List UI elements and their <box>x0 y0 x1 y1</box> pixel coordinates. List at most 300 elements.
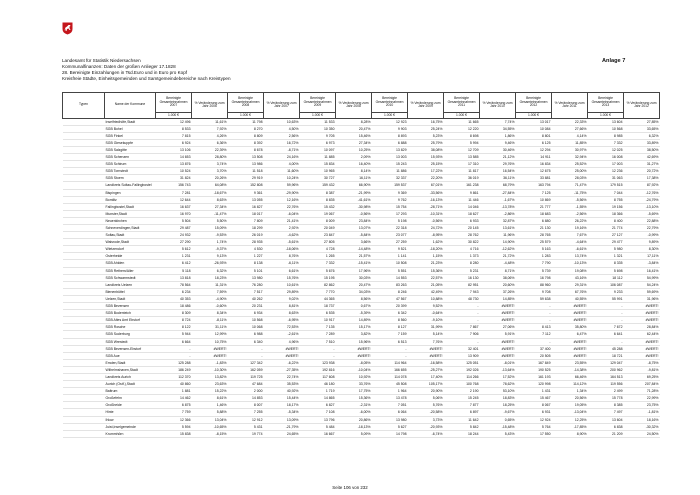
amount-cell: 13 818 <box>156 274 192 281</box>
change-cell: -20,58% <box>408 409 444 416</box>
table-row <box>63 388 660 395</box>
change-cell: -12,76% <box>624 189 660 196</box>
amount-cell: 6 641 <box>588 331 624 338</box>
municipality-name: SGB Rosche <box>105 324 156 331</box>
amount-cell: 6 973 <box>300 139 336 146</box>
amount-cell: 28 762 <box>444 232 480 239</box>
change-cell: -18,06% <box>264 246 300 253</box>
change-cell: 9,89% <box>624 239 660 246</box>
amount-cell: 2 190 <box>444 388 480 395</box>
typ-cell <box>63 210 105 217</box>
change-cell: -0,99% <box>624 232 660 239</box>
table-row <box>63 253 660 260</box>
amount-cell: 13 796 <box>300 416 336 423</box>
change-cell: 1,46% <box>192 402 228 409</box>
amount-cell: 8 335 <box>588 260 624 267</box>
change-cell: 71,28% <box>624 388 660 395</box>
agency-name: Landesamt für Statistik Niedersachsen <box>62 58 141 63</box>
amount-cell: 5 118 <box>156 267 192 274</box>
change-cell: 24,65% <box>264 430 300 437</box>
change-cell: 3,70% <box>192 168 228 175</box>
change-cell: 19,08% <box>552 267 588 274</box>
amount-cell: 6 934 <box>228 310 264 317</box>
amount-cell: 12 644 <box>156 196 192 203</box>
change-cell: 20,26% <box>192 175 228 182</box>
change-cell: -1,55% <box>552 203 588 210</box>
change-cell: 22,76% <box>264 203 300 210</box>
change-cell: 10,61% <box>264 281 300 288</box>
amount-cell: 1 321 <box>588 253 624 260</box>
amount-cell: 10 965 <box>300 168 336 175</box>
change-cell: -0,56% <box>336 210 372 217</box>
amount-cell: 15 778 <box>588 395 624 402</box>
amount-cell: 29 487 <box>156 225 192 232</box>
change-cell: 10,25% <box>336 146 372 153</box>
amount-cell: 9 903 <box>372 125 408 132</box>
amount-cell: 82 862 <box>300 281 336 288</box>
amount-cell: 76 280 <box>228 281 264 288</box>
change-cell: 8,90% <box>552 430 588 437</box>
change-cell: 5,23% <box>408 132 444 139</box>
municipality-name: SGB Rethem/Aller <box>105 267 156 274</box>
amount-cell: 13 829 <box>372 146 408 153</box>
municipality-name: Munster,Stadt <box>105 210 156 217</box>
change-cell: #WERT! <box>480 338 516 345</box>
municipality-name: Soltau,Stadt <box>105 232 156 239</box>
amount-cell: 10 350 <box>300 125 336 132</box>
amount-cell: 8 678 <box>228 146 264 153</box>
change-cell: 20,47% <box>336 125 372 132</box>
amount-cell: 7 159 <box>372 331 408 338</box>
amount-cell: 13 909 <box>444 352 480 359</box>
amount-cell: 161 238 <box>444 182 480 189</box>
change-cell: #WERT! <box>624 317 660 324</box>
change-cell: -9,37% <box>192 246 228 253</box>
amount-cell: 7 255 <box>228 409 264 416</box>
amount-cell: 7 809 <box>228 217 264 224</box>
amount-cell: 10 068 <box>228 324 264 331</box>
amount-cell: 112 370 <box>156 373 192 380</box>
municipality-name: Uelzen,Stadt <box>105 295 156 302</box>
amount-cell: 159 432 <box>300 182 336 189</box>
amount-cell: 16 637 <box>156 203 192 210</box>
change-cell: 105,17% <box>408 381 444 388</box>
change-cell: 12,16% <box>264 196 300 203</box>
amount-cell: 5 484 <box>300 423 336 430</box>
change-cell: 37,26% <box>480 288 516 295</box>
typ-cell <box>63 345 105 352</box>
change-cell: 30,97% <box>552 146 588 153</box>
change-cell: #WERT! <box>480 317 516 324</box>
change-cell: -18,67% <box>192 189 228 196</box>
amount-cell: 7 517 <box>228 288 264 295</box>
amount-cell: 15 245 <box>444 395 480 402</box>
table-row <box>63 125 660 132</box>
amount-cell: 12 496 <box>156 118 192 125</box>
amount-cell: 200 962 <box>588 366 624 373</box>
amount-cell: - <box>300 352 336 359</box>
change-cell: 25,00% <box>552 168 588 175</box>
municipality-name: Landkreis Uelzen <box>105 281 156 288</box>
amount-cell: 21 209 <box>588 430 624 437</box>
change-cell: 59,69% <box>624 288 660 295</box>
amount-cell: 12 025 <box>588 146 624 153</box>
col-header-unit: 1.000 € <box>228 113 264 119</box>
typ-cell <box>63 260 105 267</box>
amount-cell: 7 867 <box>444 324 480 331</box>
change-cell: 18,83% <box>480 395 516 402</box>
amount-cell: 5 101 <box>228 267 264 274</box>
amount-cell: 11 642 <box>444 416 480 423</box>
typ-cell <box>63 225 105 232</box>
change-cell: 4,14% <box>552 132 588 139</box>
change-cell: -4,90% <box>192 295 228 302</box>
change-cell: 6,36% <box>192 139 228 146</box>
amount-cell: 44 365 <box>300 295 336 302</box>
change-cell: 24,16% <box>264 154 300 161</box>
amount-cell: 120 998 <box>516 381 552 388</box>
amount-cell: 5 676 <box>300 267 336 274</box>
amount-cell: 14 653 <box>156 154 192 161</box>
change-cell: 20,86% <box>336 416 372 423</box>
table-row <box>63 182 660 189</box>
change-cell: 22,99% <box>624 395 660 402</box>
table-row <box>63 267 660 274</box>
change-cell: 8,76% <box>264 253 300 260</box>
change-cell: 11,31% <box>192 281 228 288</box>
typ-cell <box>63 402 105 409</box>
amount-cell: 6 664 <box>156 338 192 345</box>
municipality-name: SGB Stoem <box>105 175 156 182</box>
table-row <box>63 246 660 253</box>
change-cell: -4,64% <box>552 239 588 246</box>
change-cell: -5,56% <box>552 196 588 203</box>
typ-cell <box>63 189 105 196</box>
amount-cell: 5 698 <box>588 267 624 274</box>
change-cell: -18,13% <box>336 423 372 430</box>
typ-cell <box>63 338 105 345</box>
amount-cell: 7 044 <box>588 189 624 196</box>
change-cell: 22,57% <box>408 274 444 281</box>
change-cell: 2,92% <box>264 225 300 232</box>
change-cell: 22,33% <box>552 118 588 125</box>
amount-cell: - <box>588 303 624 310</box>
col-header-unit: 1.000 € <box>300 113 336 119</box>
amount-cell: 10 084 <box>516 125 552 132</box>
change-cell: 11,96% <box>480 232 516 239</box>
amount-cell: 16 667 <box>300 430 336 437</box>
change-cell: 15,96% <box>336 338 372 345</box>
change-cell: 5,91% <box>480 331 516 338</box>
amount-cell: 10 097 <box>300 146 336 153</box>
change-cell: 42,69% <box>624 154 660 161</box>
municipality-name: Baltrum <box>105 388 156 395</box>
change-cell: 2,09% <box>336 154 372 161</box>
amount-cell: 11 446 <box>444 196 480 203</box>
change-cell: 13,07% <box>336 225 372 232</box>
change-cell: 23,84% <box>336 217 372 224</box>
amount-cell: 12 924 <box>516 416 552 423</box>
change-cell: 31,27% <box>624 161 660 168</box>
amount-cell: 5 764 <box>516 423 552 430</box>
municipality-name: Walsrode,Stadt <box>105 239 156 246</box>
amount-cell: 18 244 <box>444 430 480 437</box>
change-cell: -12,62% <box>480 246 516 253</box>
change-cell: 71,47% <box>552 182 588 189</box>
col-header-name: Name der Kommune <box>105 93 156 119</box>
change-cell: 3,82% <box>336 331 372 338</box>
change-cell: 7,74% <box>480 118 516 125</box>
change-cell: 10,92% <box>336 373 372 380</box>
col-header-amount: Bereinigte Gesamteinnahmen 2007 <box>156 93 192 113</box>
amount-cell: 40 860 <box>156 381 192 388</box>
amount-cell: 106 087 <box>588 281 624 288</box>
change-cell: 31,11% <box>192 324 228 331</box>
amount-cell: 9 861 <box>444 189 480 196</box>
change-cell: #WERT! <box>624 303 660 310</box>
amount-cell: 7 332 <box>588 139 624 146</box>
amount-cell: 47 684 <box>228 381 264 388</box>
change-cell: 31,96% <box>624 295 660 302</box>
amount-cell: 6 933 <box>444 217 480 224</box>
amount-cell: 166 655 <box>372 366 408 373</box>
amount-cell: 30 822 <box>444 239 480 246</box>
change-cell: 34,03% <box>336 288 372 295</box>
col-header-unit: 1.000 € <box>588 113 624 119</box>
amount-cell: 16 130 <box>444 274 480 281</box>
change-cell: 13,04% <box>192 416 228 423</box>
amount-cell: 2 499 <box>588 388 624 395</box>
amount-cell: 27 805 <box>300 239 336 246</box>
amount-cell: 37 400 <box>516 345 552 352</box>
municipality-name: SGB Bodenteich <box>105 310 156 317</box>
typ-cell <box>63 430 105 437</box>
table-row <box>63 274 660 281</box>
amount-cell: 20 145 <box>444 225 480 232</box>
change-cell: 15,09% <box>192 225 228 232</box>
change-cell: 6,47% <box>552 331 588 338</box>
change-cell: 16,54% <box>480 168 516 175</box>
amount-cell: 7 332 <box>300 260 336 267</box>
change-cell: 8,28% <box>336 118 372 125</box>
typ-cell <box>63 381 105 388</box>
change-cell: -8,15% <box>192 430 228 437</box>
change-cell: 13,82% <box>192 373 228 380</box>
col-header-amount: Bereinigte Gesamteinnahmen 2009 <box>300 93 336 113</box>
amount-cell: 15 838 <box>156 430 192 437</box>
amount-cell: 13 055 <box>228 196 264 203</box>
col-header-amount: Bereinigte Gesamteinnahmen 2013 <box>588 93 624 113</box>
amount-cell: 13 508 <box>228 154 264 161</box>
municipality-name: Schneverdingen,Stadt <box>105 225 156 232</box>
change-cell: 32,87% <box>480 217 516 224</box>
table-row <box>63 288 660 295</box>
typ-cell <box>63 373 105 380</box>
change-cell: 16,11% <box>336 175 372 182</box>
amount-cell: 7 289 <box>300 331 336 338</box>
change-cell: 0,67% <box>336 303 372 310</box>
change-cell: 27,34% <box>336 139 372 146</box>
change-cell: 20,90% <box>408 388 444 395</box>
change-cell: #WERT! <box>480 345 516 352</box>
change-cell: -17,85% <box>552 423 588 430</box>
amount-cell: 6 513 <box>372 338 408 345</box>
amount-cell: 1 231 <box>156 253 192 260</box>
change-cell: -15,41% <box>336 260 372 267</box>
typ-cell <box>63 331 105 338</box>
change-cell: -16,58% <box>408 359 444 366</box>
amount-cell: 14 911 <box>516 154 552 161</box>
amount-cell: 19 156 <box>588 203 624 210</box>
amount-cell: 10 524 <box>156 168 192 175</box>
municipality-name: SGB Salzgitte <box>105 146 156 153</box>
change-cell: 25,15% <box>408 161 444 168</box>
amount-cell: 8 127 <box>372 324 408 331</box>
change-cell: 53,10% <box>480 388 516 395</box>
change-cell: 21,12% <box>480 154 516 161</box>
typ-cell <box>63 168 105 175</box>
amount-cell: 7 906 <box>444 331 480 338</box>
amount-cell: 1 283 <box>516 253 552 260</box>
amount-cell: 8 755 <box>588 196 624 203</box>
amount-cell: 83 263 <box>372 281 408 288</box>
change-cell: -10,30% <box>192 366 228 373</box>
typ-cell <box>63 317 105 324</box>
amount-cell: 4 728 <box>300 246 336 253</box>
change-cell: 7,59% <box>192 288 228 295</box>
amount-cell: 11 886 <box>372 168 408 175</box>
change-cell: #WERT! <box>552 317 588 324</box>
typ-cell <box>63 281 105 288</box>
change-cell: 5,43% <box>480 430 516 437</box>
amount-cell: 8 724 <box>156 317 192 324</box>
municipality-name: Fallingbostel,Stadt <box>105 203 156 210</box>
change-cell: -24,79% <box>624 196 660 203</box>
municipality-name: Bienenbüttel <box>105 288 156 295</box>
amount-cell: 7 815 <box>156 132 192 139</box>
municipality-name: SGB Tornstedt <box>105 168 156 175</box>
change-cell: -8,95% <box>408 232 444 239</box>
table-row <box>63 310 660 317</box>
amount-cell: 31 824 <box>156 175 192 182</box>
amount-cell: 17 293 <box>372 210 408 217</box>
change-cell: 16,41% <box>624 267 660 274</box>
amount-cell: 36 019 <box>444 175 480 182</box>
typ-cell <box>63 139 105 146</box>
amount-cell: 88 960 <box>516 281 552 288</box>
table-row <box>63 395 660 402</box>
change-cell: 33,89% <box>624 139 660 146</box>
amount-cell: - <box>588 317 624 324</box>
amount-cell: 8 309 <box>156 310 192 317</box>
amount-cell: 123 938 <box>300 359 336 366</box>
change-cell: #WERT! <box>552 338 588 345</box>
amount-cell: 8 835 <box>300 196 336 203</box>
amount-cell: 6 827 <box>300 402 336 409</box>
municipality-name: Großefehn <box>105 395 156 402</box>
typ-cell <box>63 161 105 168</box>
typ-cell <box>63 359 105 366</box>
amount-cell: 129 047 <box>588 359 624 366</box>
change-cell: 18,25% <box>480 402 516 409</box>
col-header-unit: 1.000 € <box>444 113 480 119</box>
change-cell: 8,71% <box>480 267 516 274</box>
amount-cell: 13 986 <box>228 161 264 168</box>
amount-cell: 55 991 <box>588 295 624 302</box>
amount-cell: 12 923 <box>372 118 408 125</box>
change-cell: 4,00% <box>264 161 300 168</box>
change-cell: 20,60% <box>480 281 516 288</box>
amount-cell: 48 730 <box>444 295 480 302</box>
col-header-change: % Veränderung zum Jahr 2008 <box>336 93 372 119</box>
change-cell: #WERT! <box>552 345 588 352</box>
amount-cell: 8 413 <box>516 324 552 331</box>
amount-cell: 7 051 <box>372 402 408 409</box>
change-cell: -13,04% <box>552 409 588 416</box>
amount-cell: 32 401 <box>444 345 480 352</box>
municipality-name: Bispingen <box>105 189 156 196</box>
table-row <box>63 381 660 388</box>
amount-cell: 119 725 <box>228 373 264 380</box>
amount-cell: 20 231 <box>228 303 264 310</box>
change-cell: 27,34% <box>192 203 228 210</box>
change-cell: -9,10% <box>408 317 444 324</box>
amount-cell: 1 881 <box>156 388 192 395</box>
amount-cell: 152 808 <box>228 182 264 189</box>
col-header-change: % Veränderung zum Jahr 2007 <box>264 93 300 119</box>
table-row <box>63 352 660 359</box>
change-cell: -6,04% <box>264 210 300 217</box>
typ-cell <box>63 324 105 331</box>
amount-cell: 7 281 <box>156 189 192 196</box>
col-header-amount: Bereinigte Gesamteinnahmen 2010 <box>372 93 408 113</box>
amount-cell: 8 801 <box>516 132 552 139</box>
col-header-typ: Typen <box>63 93 105 119</box>
amount-cell: 10 508 <box>372 260 408 267</box>
change-cell: -15,48% <box>480 423 516 430</box>
municipality-name: Hinte <box>105 409 156 416</box>
amount-cell: 6 412 <box>156 260 192 267</box>
amount-cell: 125 288 <box>156 359 192 366</box>
change-cell: 2,56% <box>264 132 300 139</box>
change-cell: -5,61% <box>264 239 300 246</box>
change-cell: 28,03% <box>552 175 588 182</box>
amount-cell: 8 067 <box>516 402 552 409</box>
amount-cell: 14 798 <box>372 430 408 437</box>
col-header-amount: Bereinigte Gesamteinnahmen 2011 <box>444 93 480 113</box>
amount-cell: 14 853 <box>228 395 264 402</box>
change-cell: -8,05% <box>336 359 372 366</box>
amount-cell: 6 342 <box>372 310 408 317</box>
subtitle-1: Kommunalfinanzen: Daten der großen Anlieger 17.1828 <box>62 64 176 69</box>
amount-cell: 8 560 <box>372 317 408 324</box>
amount-cell: 192 026 <box>444 366 480 373</box>
amount-cell: 12 366 <box>156 416 192 423</box>
table-row <box>63 196 660 203</box>
amount-cell: 8 385 <box>588 402 624 409</box>
table-row <box>63 189 660 196</box>
change-cell: #WERT! <box>192 352 228 359</box>
typ-cell <box>63 146 105 153</box>
change-cell: 5,06% <box>408 395 444 402</box>
amount-cell: - <box>516 303 552 310</box>
amount-cell: - <box>588 338 624 345</box>
change-cell: 1,86% <box>480 132 516 139</box>
change-cell: 20,56% <box>552 395 588 402</box>
amount-cell: 7 125 <box>516 189 552 196</box>
amount-cell: 7 135 <box>300 324 336 331</box>
change-cell: -1,81% <box>624 409 660 416</box>
